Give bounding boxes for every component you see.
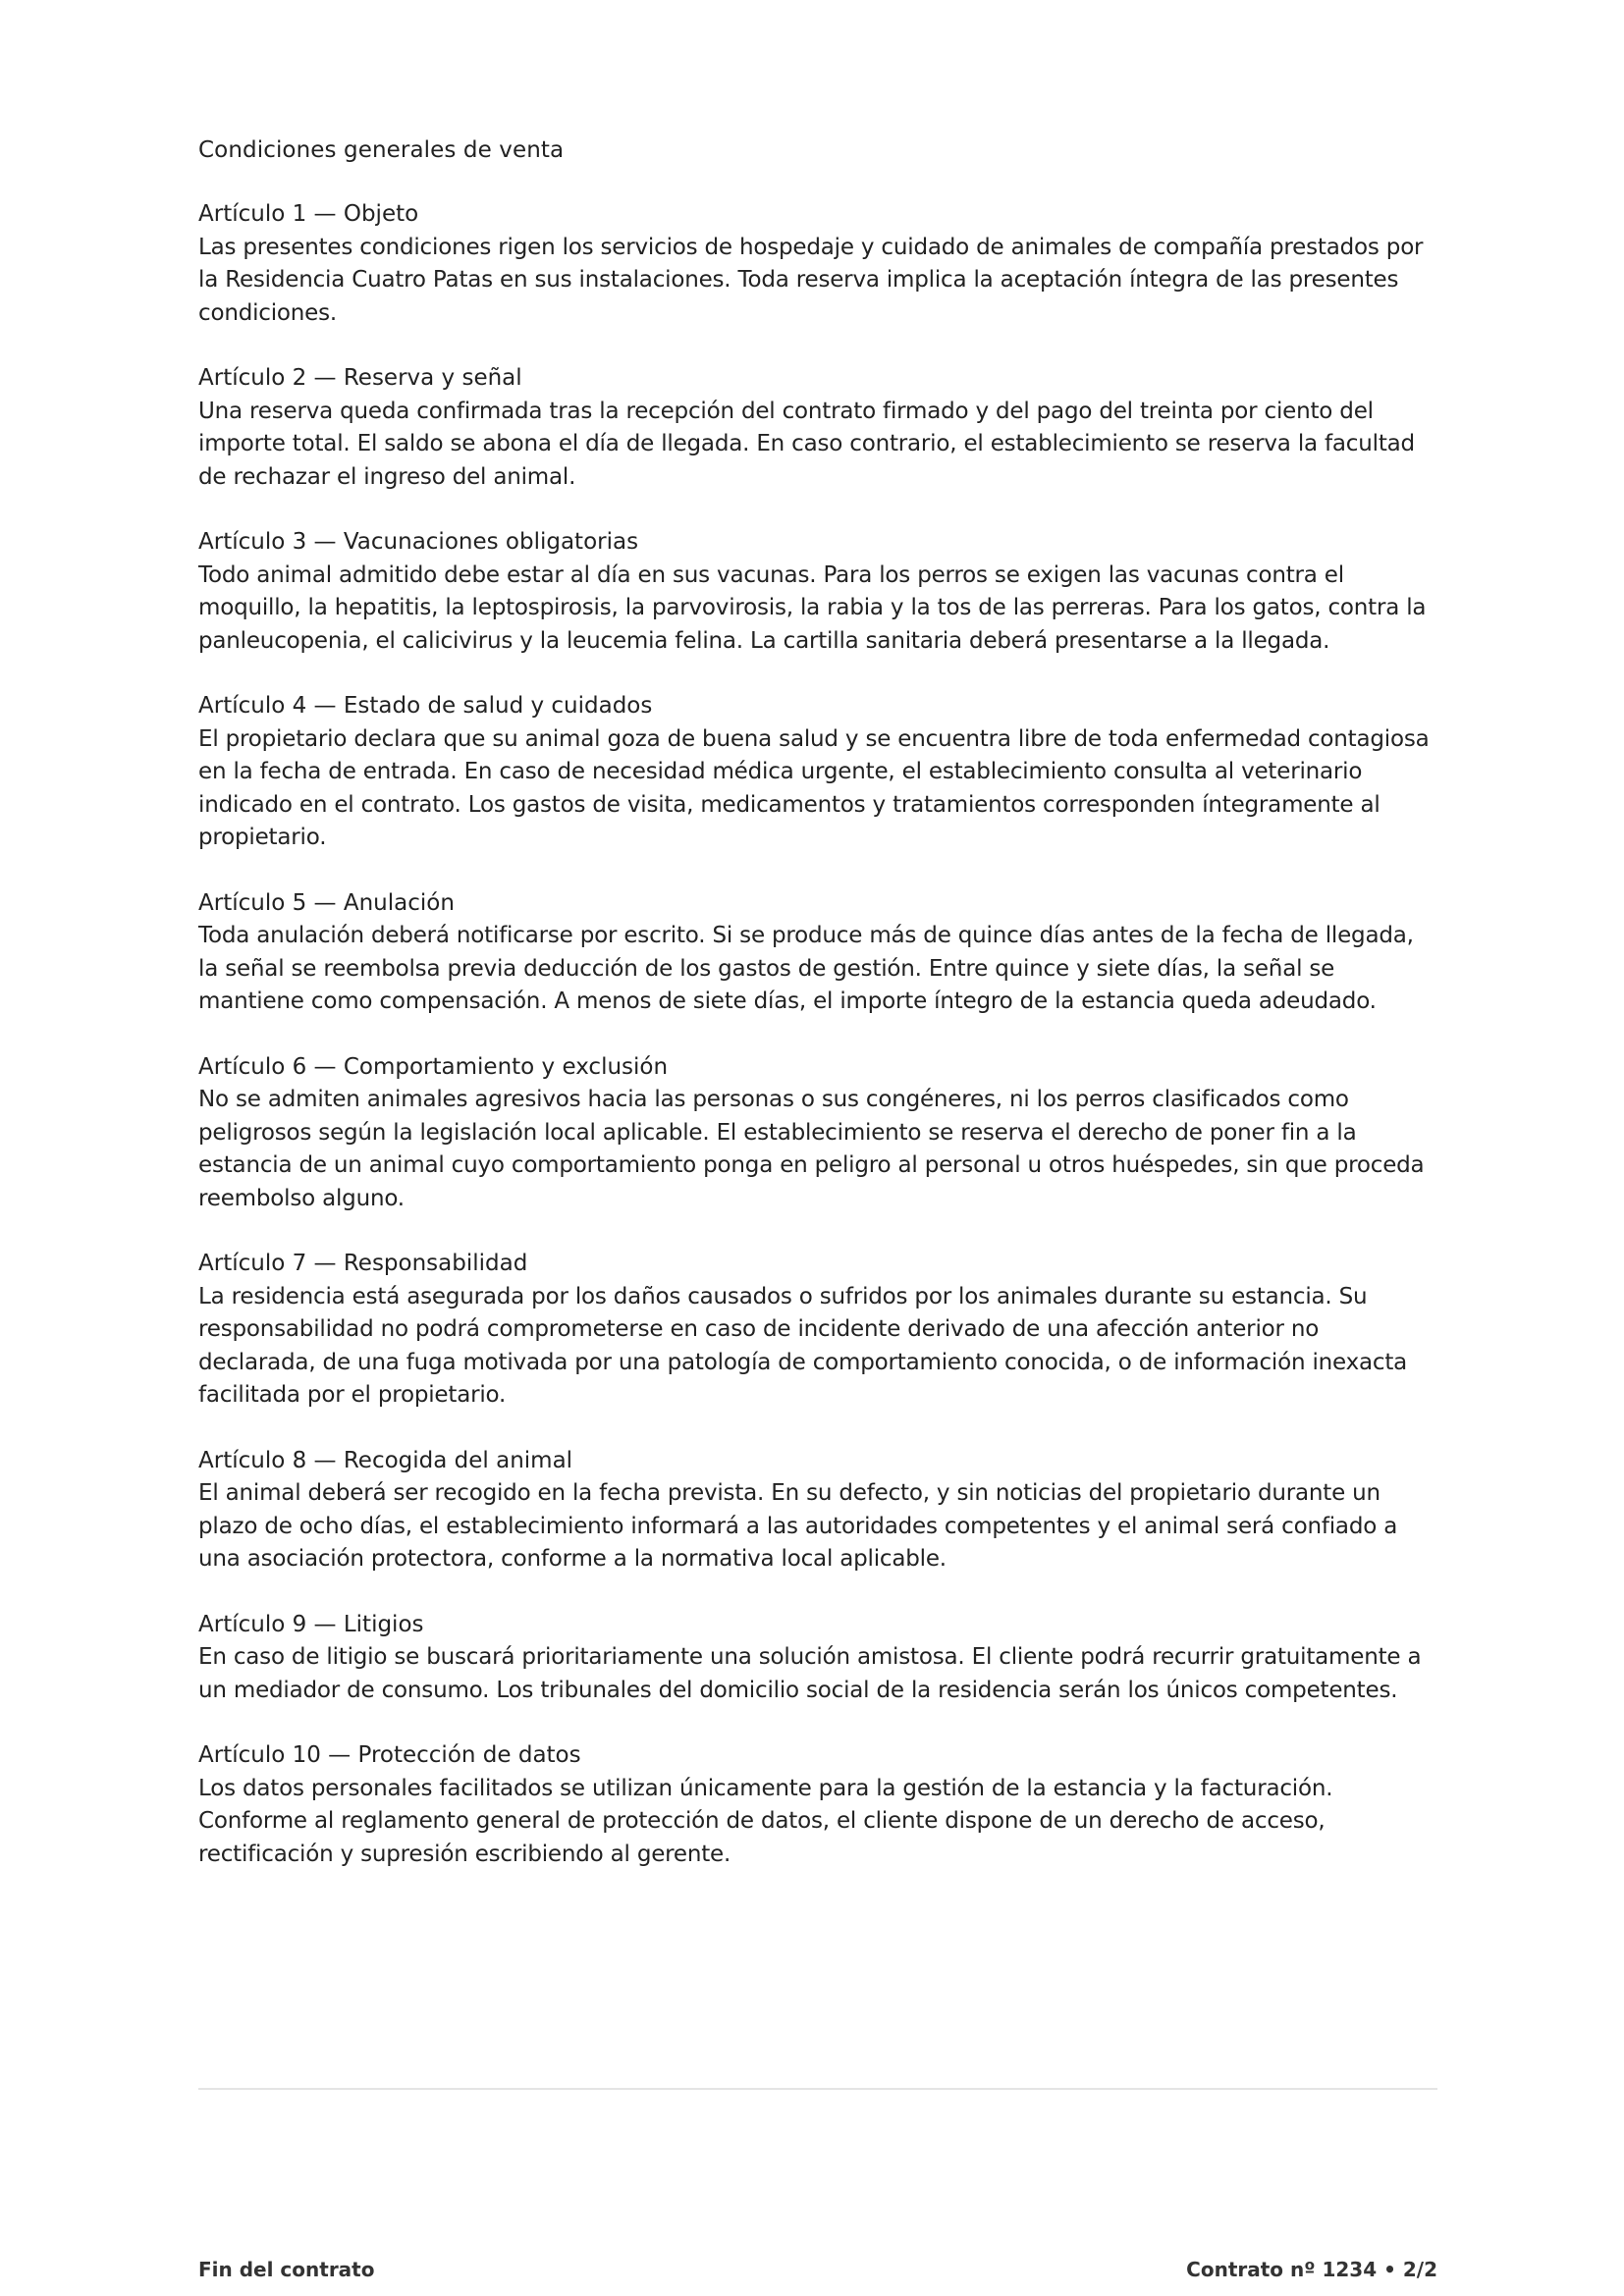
article-body: Todo animal admitido debe estar al día en sus vacunas. Para los perros se exigen las vacunas contra el moquillo, la hepatitis, la leptospirosis, la parvovirosis, la rabia y la tos de las perreras. Para los gatos, contra la panleucopenia, el calicivirus y la leucemia felina. La cartilla sanitaria deberá presentarse a la llegada.: [198, 561, 1427, 654]
footer-end-label: Fin del contrato: [198, 2258, 375, 2281]
article-body: En caso de litigio se buscará prioritariamente una solución amistosa. El cliente podrá recurrir gratuitamente a un mediador de consumo. Los tribunales del domicilio social de la residencia serán los únicos competentes.: [198, 1644, 1422, 1703]
article-body: El animal deberá ser recogido en la fecha prevista. En su defecto, y sin noticias del propietario durante un plazo de ocho días, el establecimiento informará a las autoridades competentes y el animal será confiado a una asociación protectora, conforme a la normativa local aplicable.: [198, 1480, 1398, 1572]
footer-contract-page: Contrato nº 1234 • 2/2: [1186, 2258, 1437, 2281]
article-10: [198, 1739, 1437, 1871]
article-heading: Artículo 9 — Litigios: [198, 1611, 424, 1637]
article-heading: Artículo 4 — Estado de salud y cuidados: [198, 693, 653, 719]
article-heading: Artículo 3 — Vacunaciones obligatorias: [198, 529, 639, 555]
article-body: Las presentes condiciones rigen los servicios de hospedaje y cuidado de animales de compañía prestados por la Residencia Cuatro Patas en sus instalaciones. Toda reserva implica la aceptación íntegra de las presentes condiciones.: [198, 234, 1424, 326]
article-2: [198, 362, 1437, 494]
article-4: [198, 690, 1437, 855]
footer-divider: [198, 2088, 1437, 2090]
document-title: Condiciones generales de venta: [198, 137, 565, 163]
article-body: La residencia está asegurada por los daños causados o sufridos por los animales durante su estancia. Su responsabilidad no podrá comprometerse en caso de incidente derivado de una afección anterior no declarada, de una fuga motivada por una patología de comportamiento conocida, o de información inexacta facilitada por el propietario.: [198, 1283, 1408, 1408]
article-5: [198, 887, 1437, 1019]
article-heading: Artículo 1 — Objeto: [198, 201, 419, 227]
article-heading: Artículo 8 — Recogida del animal: [198, 1447, 573, 1473]
article-1: [198, 198, 1437, 330]
article-body: No se admiten animales agresivos hacia las personas o sus congéneres, ni los perros clasificados como peligrosos según la legislación local aplicable. El establecimiento se reserva el derecho de poner fin a la estancia de un animal cuyo comportamiento ponga en peligro al personal u otros huéspedes, sin que proceda reembolso alguno.: [198, 1087, 1425, 1211]
article-heading: Artículo 7 — Responsabilidad: [198, 1251, 528, 1276]
article-body: Una reserva queda confirmada tras la recepción del contrato firmado y del pago del treinta por ciento del importe total. El saldo se abona el día de llegada. En caso contrario, el establecimiento se reserva la facultad de rechazar el ingreso del animal.: [198, 398, 1415, 490]
article-body: Los datos personales facilitados se utilizan únicamente para la gestión de la estancia y la facturación. Conforme al reglamento general de protección de datos, el cliente dispone de un derecho de acceso, rectificación y supresión escribiendo al gerente.: [198, 1775, 1333, 1867]
article-9: [198, 1609, 1437, 1708]
article-7: [198, 1248, 1437, 1413]
article-body: Toda anulación deberá notificarse por escrito. Si se produce más de quince días antes de la fecha de llegada, la señal se reembolsa previa deducción de los gastos de gestión. Entre quince y siete días, la señal se mantiene como compensación. A menos de siete días, el importe íntegro de la estancia queda adeudado.: [198, 923, 1414, 1014]
article-heading: Artículo 5 — Anulación: [198, 889, 455, 916]
article-3: [198, 526, 1437, 658]
article-heading: Artículo 2 — Reserva y señal: [198, 365, 522, 391]
article-heading: Artículo 6 — Comportamiento y exclusión: [198, 1053, 669, 1080]
article-8: [198, 1445, 1437, 1576]
article-6: [198, 1051, 1437, 1216]
article-body: El propietario declara que su animal goza de buena salud y se encuentra libre de toda enfermedad contagiosa en la fecha de entrada. En caso de necesidad médica urgente, el establecimiento consulta al veterinario indicado en el contrato. Los gastos de visita, medicamentos y tratamientos corresponden íntegramente al propietario.: [198, 725, 1430, 850]
article-heading: Artículo 10 — Protección de datos: [198, 1742, 581, 1768]
document-page: [198, 133, 1437, 1903]
